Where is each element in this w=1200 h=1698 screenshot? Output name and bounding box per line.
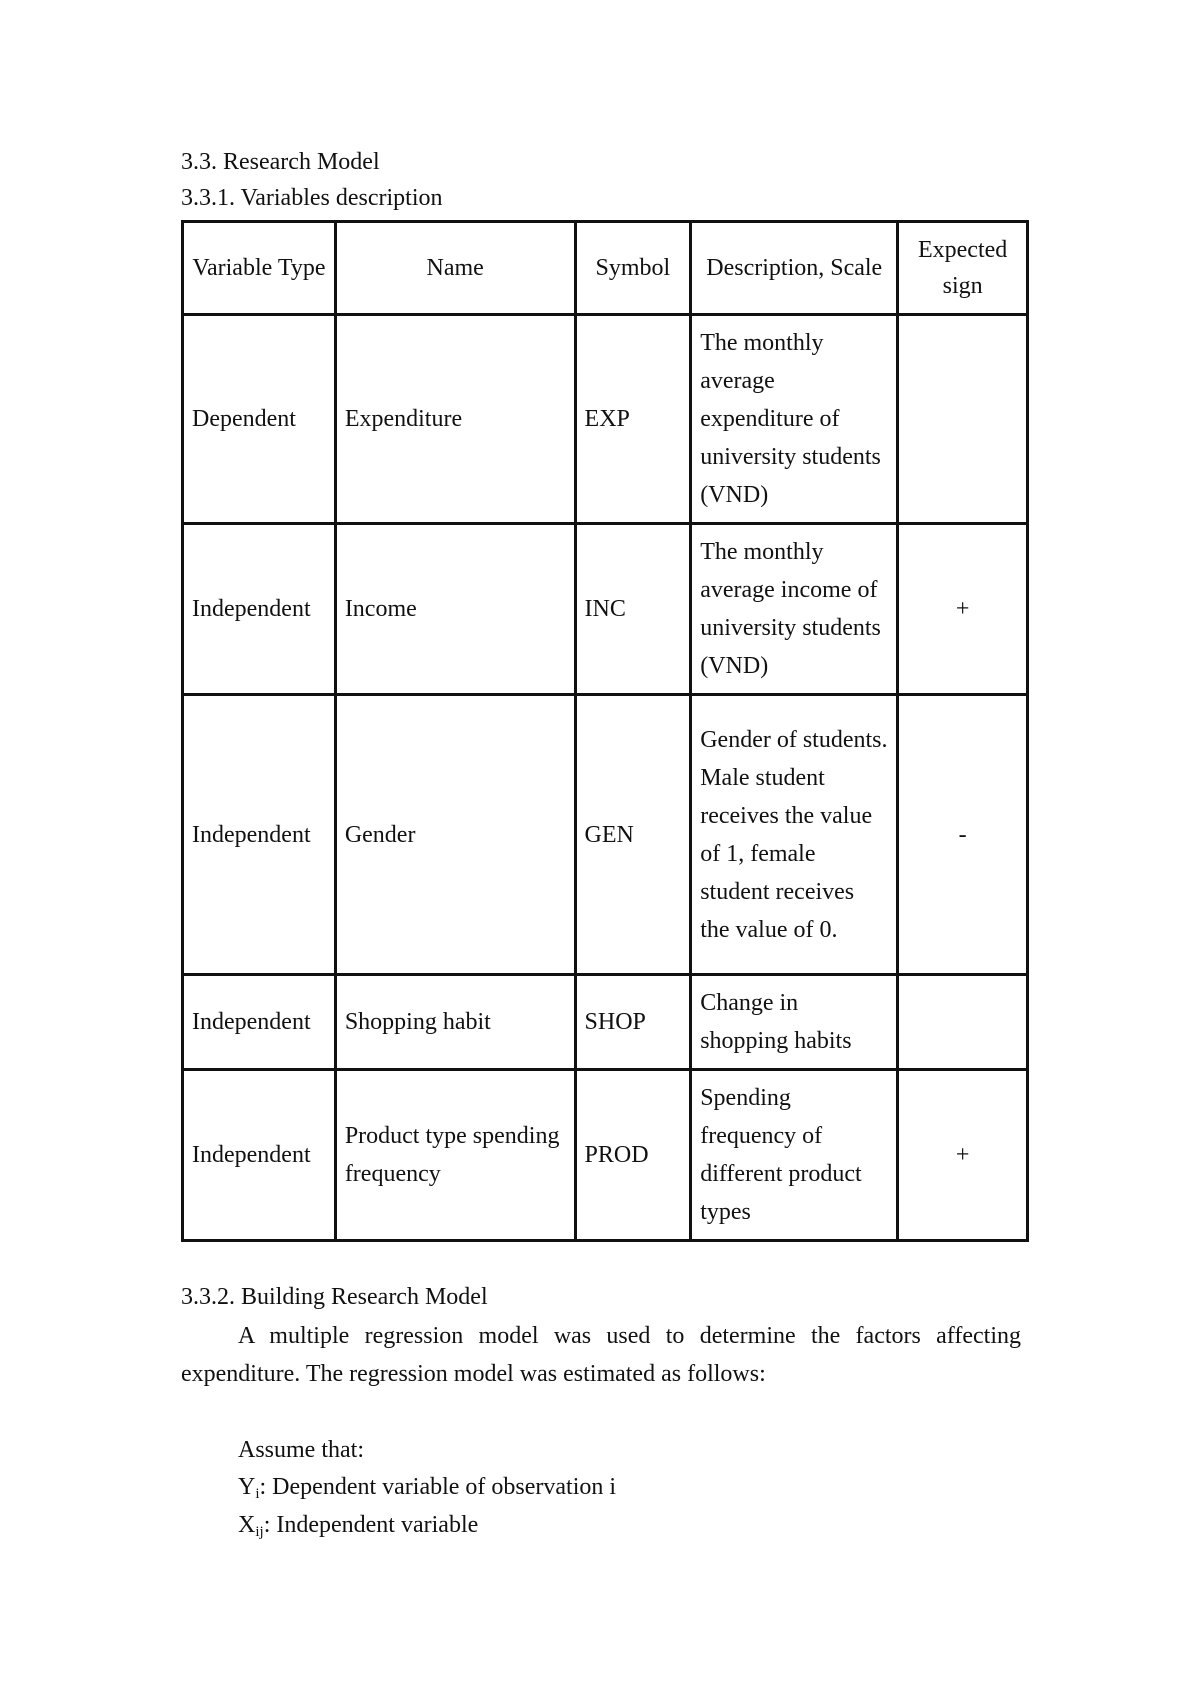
cell-name: Product type spending frequency [335, 1070, 575, 1241]
header-expected-sign: Expected sign [898, 222, 1028, 315]
section-heading: 3.3. Research Model [181, 149, 380, 175]
header-name: Name [335, 222, 575, 315]
cell-name: Expenditure [335, 315, 575, 524]
cell-description: The monthly average expenditure of university students (VND) [691, 315, 898, 524]
cell-description: The monthly average income of university students (VND) [691, 524, 898, 695]
cell-name: Shopping habit [335, 975, 575, 1070]
cell-description: Change in shopping habits [691, 975, 898, 1070]
header-symbol: Symbol [575, 222, 691, 315]
model-paragraph: A multiple regression model was used to determine the factors affecting expenditure. The regression model was estimated as follows: [181, 1323, 1021, 1387]
cell-type: Independent [183, 1070, 336, 1241]
x-symbol: X [238, 1512, 256, 1538]
table-row [183, 524, 1028, 695]
cell-sign [898, 315, 1028, 524]
y-definition [238, 1469, 616, 1505]
cell-symbol: EXP [575, 315, 691, 524]
cell-sign: + [898, 1070, 1028, 1241]
y-subscript: i [255, 1486, 260, 1502]
cell-type: Independent [183, 975, 336, 1070]
table-row [183, 975, 1028, 1070]
table-row [183, 1070, 1028, 1241]
cell-name: Income [335, 524, 575, 695]
y-symbol: Y [238, 1474, 256, 1500]
subsection-heading: 3.3.1. Variables description [181, 185, 443, 211]
x-subscript: ij [255, 1524, 264, 1540]
x-definition-text: : Independent variable [263, 1512, 479, 1538]
variables-table [181, 220, 1029, 1242]
table-row [183, 695, 1028, 975]
cell-symbol: SHOP [575, 975, 691, 1070]
cell-symbol: GEN [575, 695, 691, 975]
y-definition-text: : Dependent variable of observation i [259, 1474, 617, 1500]
header-description: Description, Scale [691, 222, 898, 315]
x-definition [238, 1507, 478, 1543]
cell-type: Independent [183, 695, 336, 975]
model-heading: 3.3.2. Building Research Model [181, 1284, 488, 1310]
cell-type: Independent [183, 524, 336, 695]
table-header-row [183, 222, 1028, 315]
header-variable-type: Variable Type [183, 222, 336, 315]
cell-symbol: PROD [575, 1070, 691, 1241]
cell-description: Gender of students. Male student receives the value of 1, female student receives the value of 0. [691, 695, 898, 975]
cell-sign: - [898, 695, 1028, 975]
table-row [183, 315, 1028, 524]
cell-type: Dependent [183, 315, 336, 524]
assume-line: Assume that: [238, 1437, 364, 1463]
cell-name: Gender [335, 695, 575, 975]
cell-sign [898, 975, 1028, 1070]
cell-symbol: INC [575, 524, 691, 695]
cell-description: Spending frequency of different product types [691, 1070, 898, 1241]
cell-sign: + [898, 524, 1028, 695]
